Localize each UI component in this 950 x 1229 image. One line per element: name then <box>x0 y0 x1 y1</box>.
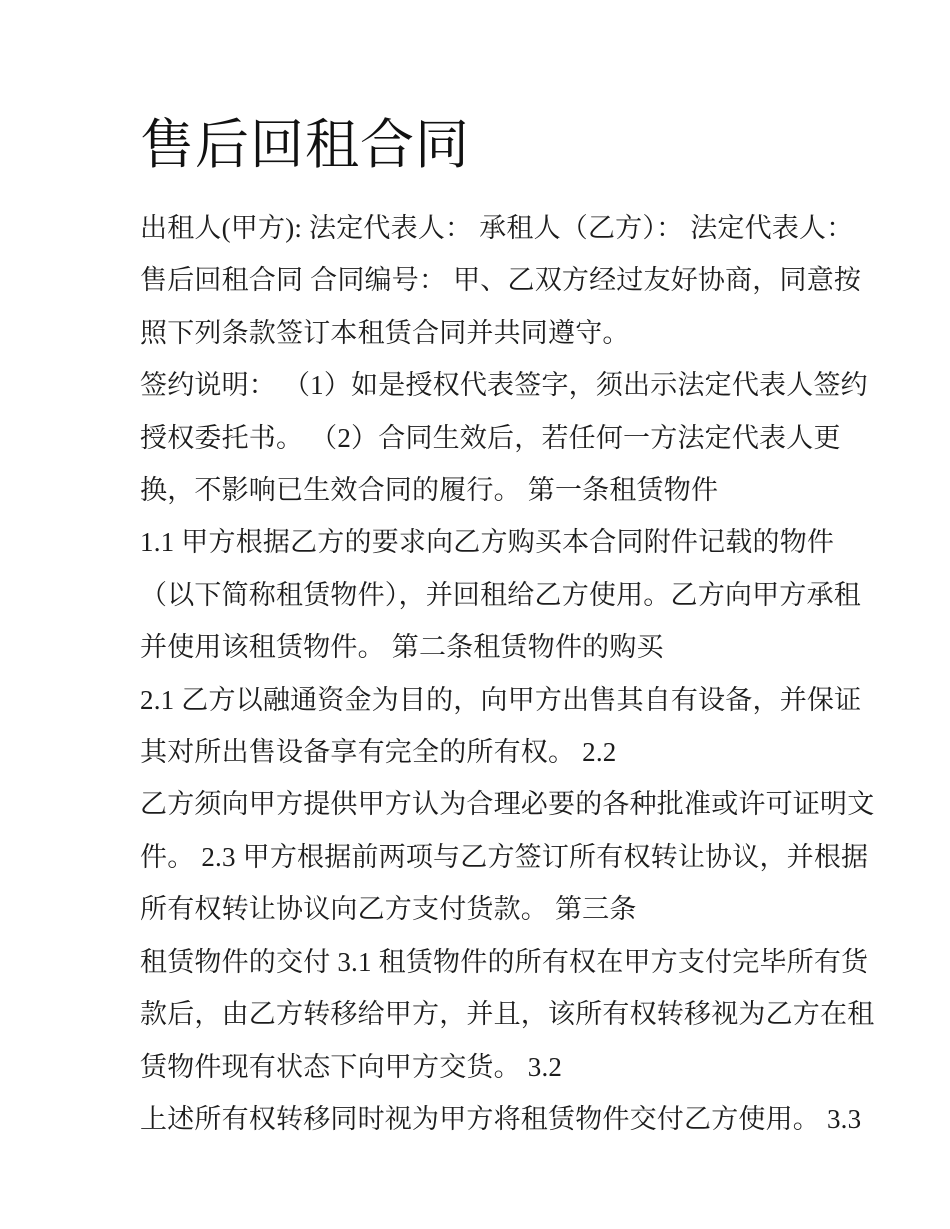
text-line: 照下列条款签订本租赁合同并共同遵守。 <box>140 317 630 348</box>
text-line: 授权委托书。 （2）合同生效后，若任何一方法定代表人更 <box>140 422 841 453</box>
document-content <box>140 112 875 1145</box>
text-line: 签约说明： （1）如是授权代表签字，须出示法定代表人签约 <box>140 370 868 401</box>
text-line: 售后回租合同 合同编号： 甲、乙双方经过友好协商，同意按 <box>140 265 862 296</box>
text-line: 乙方须向甲方提供甲方认为合理必要的各种批准或许可证明文 <box>140 789 875 820</box>
text-line: 款后，由乙方转移给甲方，并且，该所有权转移视为乙方在租 <box>140 999 875 1030</box>
text-line: 所有权转让协议向乙方支付货款。 第三条 <box>140 894 637 925</box>
text-line: 件。 2.3 甲方根据前两项与乙方签订所有权转让协议，并根据 <box>140 841 869 872</box>
document-title: 售后回租合同 <box>140 115 470 175</box>
text-line: 出租人(甲方): 法定代表人： 承租人（乙方）： 法定代表人： <box>140 213 854 243</box>
text-line: 租赁物件的交付 3.1 租赁物件的所有权在甲方支付完毕所有货 <box>140 946 869 977</box>
text-line: 换，不影响已生效合同的履行。 第一条租赁物件 <box>140 475 719 506</box>
text-line: （以下简称租赁物件），并回租给乙方使用。乙方向甲方承租 <box>140 579 861 610</box>
text-line: 赁物件现有状态下向甲方交货。 3.2 <box>140 1051 563 1082</box>
text-line: 2.1 乙方以融通资金为目的，向甲方出售其自有设备，并保证 <box>140 684 862 715</box>
text-line: 上述所有权转移同时视为甲方将租赁物件交付乙方使用。 3.3 <box>140 1103 862 1134</box>
text-line: 1.1 甲方根据乙方的要求向乙方购买本合同附件记载的物件 <box>140 527 835 558</box>
document-body <box>140 202 875 1145</box>
text-line: 其对所出售设备享有完全的所有权。 2.2 <box>140 737 617 768</box>
text-line: 并使用该租赁物件。 第二条租赁物件的购买 <box>140 632 664 663</box>
